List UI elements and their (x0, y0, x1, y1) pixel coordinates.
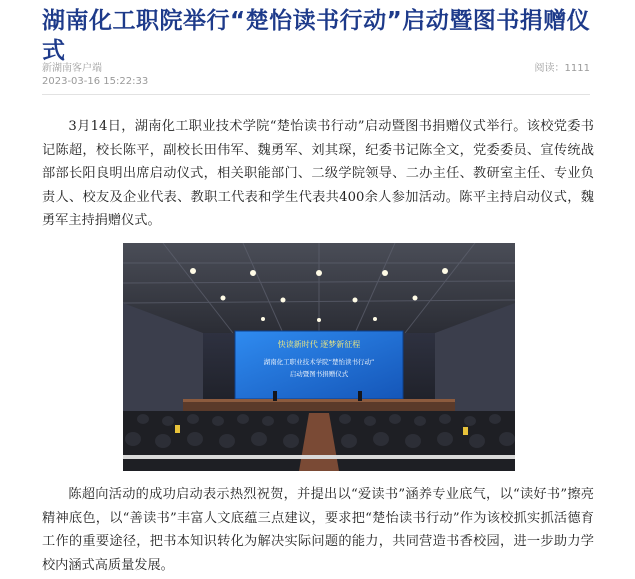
svg-text:启动暨图书捐赠仪式: 启动暨图书捐赠仪式 (289, 370, 349, 378)
article-timestamp: 2023-03-16 15:22:33 (42, 76, 149, 87)
meta-divider (42, 94, 590, 95)
svg-text:快读新时代 逐梦新征程: 快读新时代 逐梦新征程 (277, 340, 361, 349)
article-paragraph-1: 3月14日，湖南化工职业技术学院“楚怡读书行动”启动暨图书捐赠仪式举行。该校党委书记陈超，校长陈平，副校长田伟军、魏勇军、刘其琛，纪委书记陈全文，党委委员、宣传统战部部长阳良明出席启动仪式，相关职能部门、二级学院领导、二办主任、教研室主任、专业负责人、校友及企业代表、教职工代表和学生代表共400余人参加活动。陈平主持启动仪式，魏勇军主持捐赠仪式。 (42, 119, 594, 228)
event-photo (123, 243, 515, 471)
article-source: 新湖南客户端 (42, 63, 102, 74)
read-count: 阅读：1111 (534, 63, 590, 74)
svg-text:湖南化工职业技术学院“楚怡读书行动”: 湖南化工职业技术学院“楚怡读书行动” (263, 358, 375, 366)
article-meta (42, 62, 590, 88)
article-title: 湖南化工职院举行“楚怡读书行动”启动暨图书捐赠仪式 (42, 8, 591, 64)
article-paragraph-2: 陈超向活动的成功启动表示热烈祝贺，并提出以“爱读书”涵养专业底气，以“读好书”擦亮精神底色，以“善读书”丰富人文底蕴三点建议，要求把“楚怡读书行动”作为该校抓实抓活德育工作的重要途径，把书本知识转化为解决实际问题的能力，共同营造书香校园，进一步助力学校内涵式高质量发展。 (42, 487, 594, 573)
